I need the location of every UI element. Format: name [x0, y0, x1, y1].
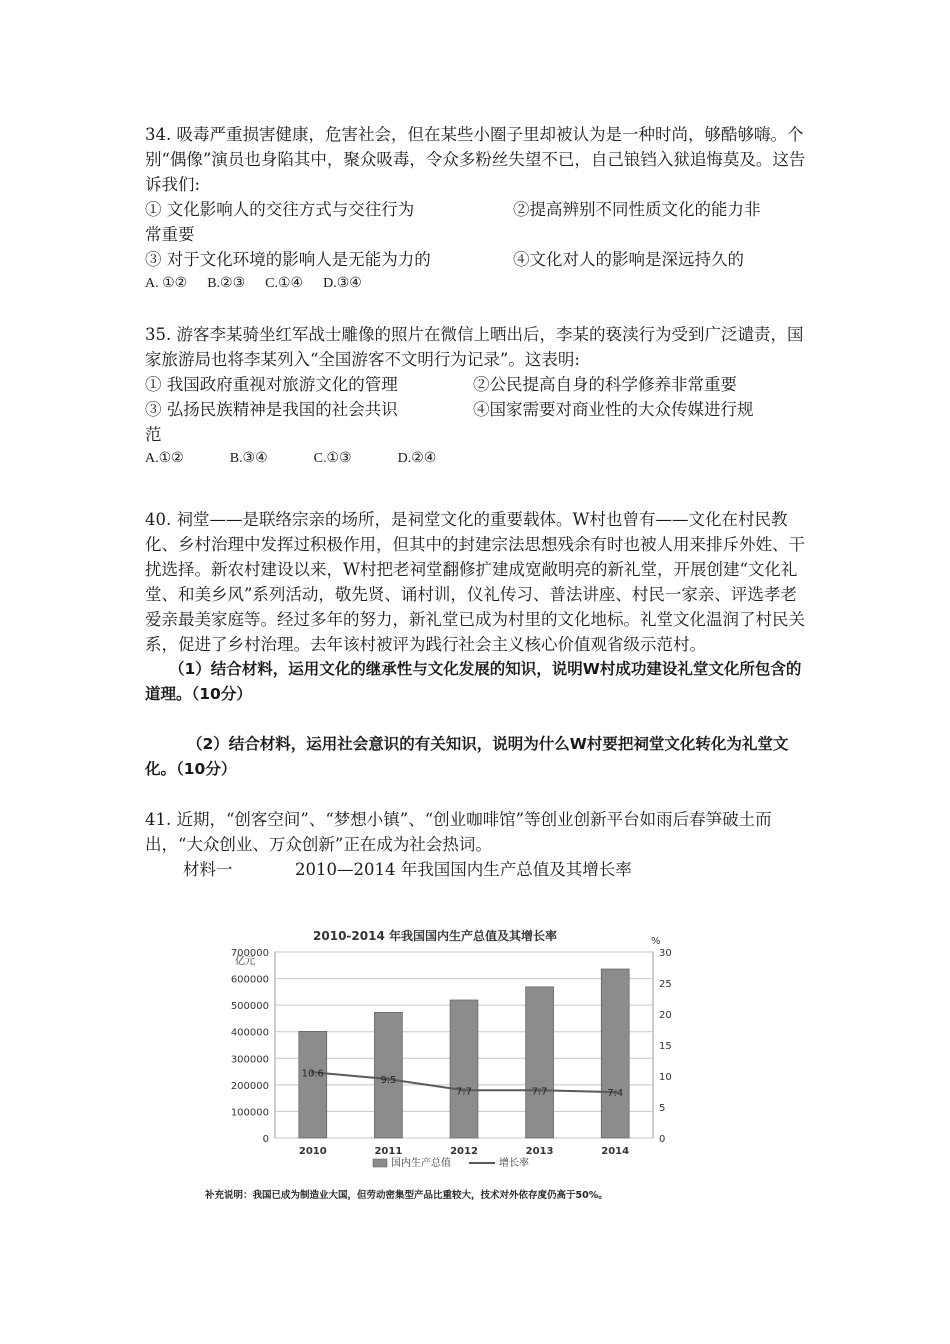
q35-stem: 35. 游客李某骑坐红军战士雕像的照片在微信上晒出后，李某的亵渎行为受到广泛谴责，国家旅游局也将李某列入“全国游客不文明行为记录”。这表明:	[145, 325, 804, 369]
exam-page	[145, 122, 810, 882]
q35-options-row1	[145, 372, 810, 397]
q35-choice-c: C.①③	[313, 451, 352, 466]
x-tick-2010: 2010	[298, 1146, 327, 1157]
q35-choice-b: B.③④	[229, 451, 268, 466]
gdp-chart-svg	[205, 920, 745, 1210]
chart-note: 补充说明：我国已成为制造业大国，但劳动密集型产品比重较大，技术对外依存度仍高于50%。	[205, 1190, 608, 1201]
gdp-chart	[205, 920, 745, 1210]
y-left-tick: 600000	[230, 974, 269, 986]
q34-option-3: ③ 对于文化环境的影响人是无能为力的	[145, 250, 431, 269]
y-left-tick: 700000	[230, 948, 269, 959]
y-right-tick: 0	[659, 1134, 666, 1145]
y-left-tick: 200000	[230, 1080, 269, 1092]
q34-choice-a: A. ①②	[145, 276, 188, 291]
x-tick-2011: 2011	[374, 1146, 403, 1157]
q34-option-2-cont: 常重要	[145, 225, 195, 244]
legend-bar-label: 国内生产总值	[391, 1158, 451, 1169]
y-left-tick: 300000	[230, 1054, 269, 1066]
y-right-tick: 10	[659, 1072, 672, 1083]
q40-sub1: （1）结合材料，运用文化的继承性与文化发展的知识，说明W村成功建设礼堂文化所包含的道理。（10分）	[145, 660, 802, 703]
q41-stem: 41. 近期，“创客空间”、“梦想小镇”、“创业咖啡馆”等创业创新平台如雨后春笋破土而出，“大众创业、万众创新”正在成为社会热词。	[145, 810, 772, 854]
q35-choice-d: D.②④	[397, 451, 437, 466]
y-right-tick: 25	[659, 979, 672, 990]
q34-option-2: ②提高辨别不同性质文化的能力非	[513, 200, 761, 219]
growth-rate-label: 7.4	[607, 1088, 624, 1100]
x-tick-2012: 2012	[450, 1146, 478, 1157]
q35-option-3: ③ 弘扬民族精神是我国的社会共识	[145, 400, 398, 419]
y-left-tick: 400000	[230, 1027, 269, 1039]
growth-rate-label: 10.6	[301, 1068, 324, 1080]
chart-title: 2010-2014 年我国国内生产总值及其增长率	[313, 929, 557, 943]
q35-choice-a: A.①②	[145, 451, 184, 466]
gdp-bar-2012	[450, 1000, 478, 1138]
q35-options-row2	[145, 397, 810, 422]
y-right-label: %	[651, 936, 661, 947]
growth-rate-label: 7.7	[531, 1086, 548, 1098]
y-left-label: 亿元	[235, 956, 255, 967]
gdp-bar-2014	[601, 969, 629, 1138]
q41-material-heading	[145, 857, 810, 882]
q34-choice-b: B.②③	[207, 276, 246, 291]
q35-option-4: ④国家需要对商业性的大众传媒进行规	[473, 400, 754, 419]
x-tick-2014: 2014	[601, 1146, 630, 1157]
q34-stem: 34. 吸毒严重损害健康，危害社会，但在某些小圈子里却被认为是一种时尚，够酷够嗨。个别“偶像”演员也身陷其中，聚众吸毒，令众多粉丝失望不已，自己锒铛入狱追悔莫及。这告诉我们:	[145, 125, 806, 194]
y-left-tick: 0	[262, 1134, 269, 1145]
q40-sub2: （2）结合材料，运用社会意识的有关知识，说明为什么W村要把祠堂文化转化为礼堂文化。（10分）	[145, 735, 789, 778]
q34-choices	[145, 272, 810, 296]
legend-line-label: 增长率	[499, 1158, 529, 1169]
q41-material-label: 材料一	[183, 860, 233, 879]
gdp-bar-2010	[299, 1031, 327, 1138]
y-right-tick: 30	[659, 948, 672, 959]
y-right-tick: 20	[659, 1010, 672, 1021]
gdp-bar-2013	[526, 987, 554, 1138]
y-left-tick: 100000	[230, 1107, 269, 1119]
q34-option-4: ④文化对人的影响是深远持久的	[513, 250, 744, 269]
q41-material-title: 2010—2014 年我国国内生产总值及其增长率	[295, 860, 632, 879]
q40-stem: 40. 祠堂——是联络宗亲的场所，是祠堂文化的重要载体。W村也曾有——文化在村民教化、乡村治理中发挥过积极作用，但其中的封建宗法思想残余有时也被人用来排斥外姓、干扰选择。新农村建设以来，W村把老祠堂翻修扩建成宽敞明亮的新礼堂，开展创建“文化礼堂、和美乡风”系列活动，敬先贤、诵村训，仪礼传习、普法讲座、村民一家亲、评选孝老爱亲最美家庭等。经过多年的努力，新礼堂已成为村里的文化地标。礼堂文化温润了村民关系，促进了乡村治理。去年该村被评为践行社会主义核心价值观省级示范村。	[145, 510, 805, 654]
q35-choices	[145, 447, 810, 471]
q35-option-4-cont: 范	[145, 425, 162, 444]
q35-option-1: ① 我国政府重视对旅游文化的管理	[145, 375, 398, 394]
y-left-tick: 500000	[230, 1001, 269, 1013]
growth-rate-label: 7.7	[456, 1086, 472, 1098]
x-tick-2013: 2013	[525, 1146, 554, 1157]
growth-rate-label: 9.5	[380, 1075, 397, 1087]
q34-choice-d: D.③④	[323, 276, 362, 291]
y-right-tick: 15	[659, 1041, 672, 1052]
q34-option-1: ① 文化影响人的交往方式与交往行为	[145, 200, 415, 219]
q35-option-2: ②公民提高自身的科学修养非常重要	[473, 375, 737, 394]
y-right-tick: 5	[659, 1103, 666, 1114]
q34-options-row1	[145, 197, 810, 222]
q34-options-row2	[145, 247, 810, 272]
legend-bar-swatch	[373, 1159, 387, 1167]
q34-choice-c: C.①④	[265, 276, 304, 291]
